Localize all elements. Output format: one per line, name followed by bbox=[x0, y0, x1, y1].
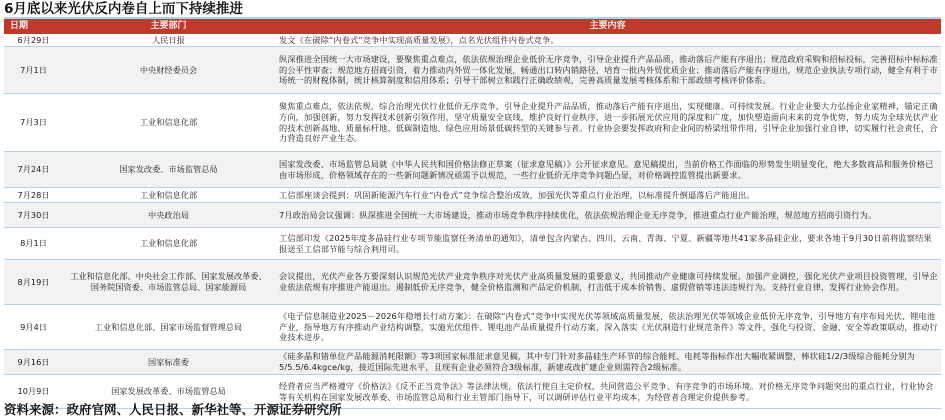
row-date: 7月28日 bbox=[17, 189, 50, 200]
row-content: 会议提出，光伏产业各方要深刻认识规范光伏产业竞争秩序对光伏产业高质量发展的重要意义，共同推动产业健康可持续发展。加强产业调控，强化光伏产业项目投资管理，引导企业依法依规有序推进产能退出。遏制低价无序竞争，健全价格监测和产品定价机制，打击低于成本价销售、虚假营销等违法违规行为。支持行业自律，发挥行业协会作用。 bbox=[279, 271, 938, 292]
row-content: 纵深推进全国统一大市场建设，要聚焦重点难点，依法依规治理企业低价无序竞争，引导企业提升产品品质，推动落后产能有序退出；规范政府采购和招标投标，完善招标中标标准的公平性审查；规范地方招商引资，着力推动内外贸一体化发展，畅通出口转内销路径，培育一批内外贸优质企业；推动落后产能有序退出，规范企业执法专项行动，健全有利于市场统一的财税体制，统计核算制度和信用体系；引导干部树立和践行正确政绩观，完善高质量发展考核体系和干部政绩考核评价体系。 bbox=[279, 54, 938, 86]
table-row bbox=[4, 228, 941, 260]
row-date: 7月24日 bbox=[17, 164, 50, 175]
row-content: 《硅多晶和锗单位产品能源消耗限额》等3项国家标准征求意见稿，其中专门针对多晶硅生产环节的综合能耗、电耗等指标作出大幅收紧调整，棒状硅1/2/3级综合能耗分别为5/5.5/6.4kgce/kg，接近国际先进水平，且现有企业必须符合3级标准，新建或改扩建企业则需符合2级标准。 bbox=[279, 351, 915, 372]
header-content: 主要内容 bbox=[589, 21, 626, 31]
table-body bbox=[4, 34, 941, 409]
table-row bbox=[4, 305, 941, 350]
row-content: 《电子信息制造业2025－2026年稳增长行动方案》：在破除“内卷式”竞争中实现光伏等领域高质量发展，依法治理光伏等领域企业低价无序竞争，引导地方有序布局光伏、锂电池产业，指导地方有序推动产业结构调整，实施光伏组件、锂电池产品质量提升行动方案，深入落实《光伏制造行业规范条件》等文件，强化与投资、金融、安全等政策联动，推动行业技术进步。 bbox=[279, 311, 938, 343]
row-dept: 人民日报 bbox=[152, 34, 185, 45]
table-row bbox=[4, 350, 941, 375]
table-row bbox=[4, 188, 941, 203]
row-dept: 工业和信息化部 bbox=[139, 117, 198, 128]
row-date: 10月9日 bbox=[17, 386, 50, 397]
row-date: 9月4日 bbox=[20, 321, 47, 332]
row-date: 7月30日 bbox=[17, 209, 50, 220]
header-dept: 主要部门 bbox=[150, 21, 187, 31]
row-date: 6月29日 bbox=[17, 34, 50, 45]
table-row bbox=[4, 152, 941, 188]
table-row bbox=[4, 203, 941, 228]
row-date: 8月19日 bbox=[17, 276, 50, 287]
row-date: 9月16日 bbox=[17, 356, 50, 367]
row-content: 经营者应当严格遵守《价格法》《反不正当竞争法》等法律法规，依法行使自主定价权，共同营造公平竞争、有序竞争的市场环境。对价格无序竞争问题突出的重点行业，行业协会等有关机构在国家发展改革委、市场监管总局和行业主管部门指导下，可以调研评估行业平均成本，为经营者合理定价提供参考。 bbox=[279, 380, 934, 402]
row-dept: 中央财经委员会 bbox=[139, 64, 198, 75]
row-dept: 工业和信息化部 bbox=[139, 189, 198, 200]
source-note: 资料来源：政府官网、人民日报、新华社等、开源证券研究所 bbox=[4, 402, 342, 417]
row-dept: 国家发展改革委、市场监管总局 bbox=[111, 386, 226, 397]
row-content: 国家发改委、市场监管总局就《中华人民共和国价格法修正草案（征求意见稿）》公开征求意见。意见稿提出，当前价格工作面临的形势发生明显变化，绝大多数商品和服务价格已由市场形成，价格领域存在的一些新问题新情况亟需予以规范，一些行业低价无序竞争问题凸显，对价格调控监管提出新要求。 bbox=[279, 158, 934, 180]
table-row bbox=[4, 34, 941, 47]
row-content: 发文《在破除“内卷式”竞争中实现高质量发展》，点名光伏组件内卷式竞争。 bbox=[279, 34, 559, 45]
table-header bbox=[4, 19, 941, 34]
row-content: 聚焦重点难点，依法依规，综合治理光伏行业低价无序竞争，引导企业提升产品品质，推动落后产能有序退出，实现健康、可持续发展。行业企业要大力弘扬企业家精神，锚定正确方向，加强创新，努力发挥技术创新引领作用，坚守质量安全底线，维护良好行业秩序，进一步拓展光伏应用的深度和广度，加快塑造面向未来的竞争优势，努力成为全球光伏产业的技术创新高地、质量标杆地、低碳制造地、绿色应用场景低碳转型的关键参与者。行业协会要发挥政府和企业间的桥梁纽带作用，引导企业加强行业自律，切实履行社会责任，合力营造良好产业生态。 bbox=[279, 101, 938, 144]
row-content: 7月政治局会议强调：纵深推进全国统一大市场建设，推动市场竞争秩序持续优化，依法依规治理企业无序竞争，推进重点行业产能治理，规范地方招商引资行为。 bbox=[279, 209, 877, 220]
row-content: 工信部印发《2025年度多晶硅行业专项节能监察任务清单的通知》，清单包含内蒙古、四川、云南、青海、宁夏、新疆等地共41家多晶硅企业，要求各地于9月30日前将监察结果报送至工信部节能与综合利用司。 bbox=[279, 232, 932, 254]
header-date: 日期 bbox=[10, 21, 29, 31]
page-title: 6月底以来光伏反内卷自上而下持续推进 bbox=[4, 1, 243, 17]
table-row bbox=[4, 47, 941, 94]
table-row bbox=[4, 260, 941, 305]
table-row bbox=[4, 94, 941, 152]
row-dept: 工业和信息化部、中央社会工作部、国家发展改革委、国务院国资委、市场监管总局、国家能源局 bbox=[70, 271, 267, 292]
row-dept: 中央政治局 bbox=[148, 209, 189, 220]
policy-table bbox=[4, 17, 941, 402]
row-dept: 国家发改委、市场监管总局 bbox=[119, 164, 218, 175]
row-dept: 工业和信息化部、国家市场监督管理总局 bbox=[94, 321, 243, 332]
row-date: 8月1日 bbox=[20, 238, 47, 249]
row-dept: 工业和信息化部 bbox=[139, 238, 198, 249]
row-content: 工信部座谈会提到：巩固新能源汽车行业“内卷式”竞争综合整治成效，加强光伏等重点行业治理，以标准提升倒逼落后产能退出。 bbox=[279, 189, 755, 200]
row-date: 7月1日 bbox=[20, 64, 47, 75]
row-date: 7月3日 bbox=[20, 117, 47, 128]
row-dept: 国家标准委 bbox=[148, 356, 189, 367]
